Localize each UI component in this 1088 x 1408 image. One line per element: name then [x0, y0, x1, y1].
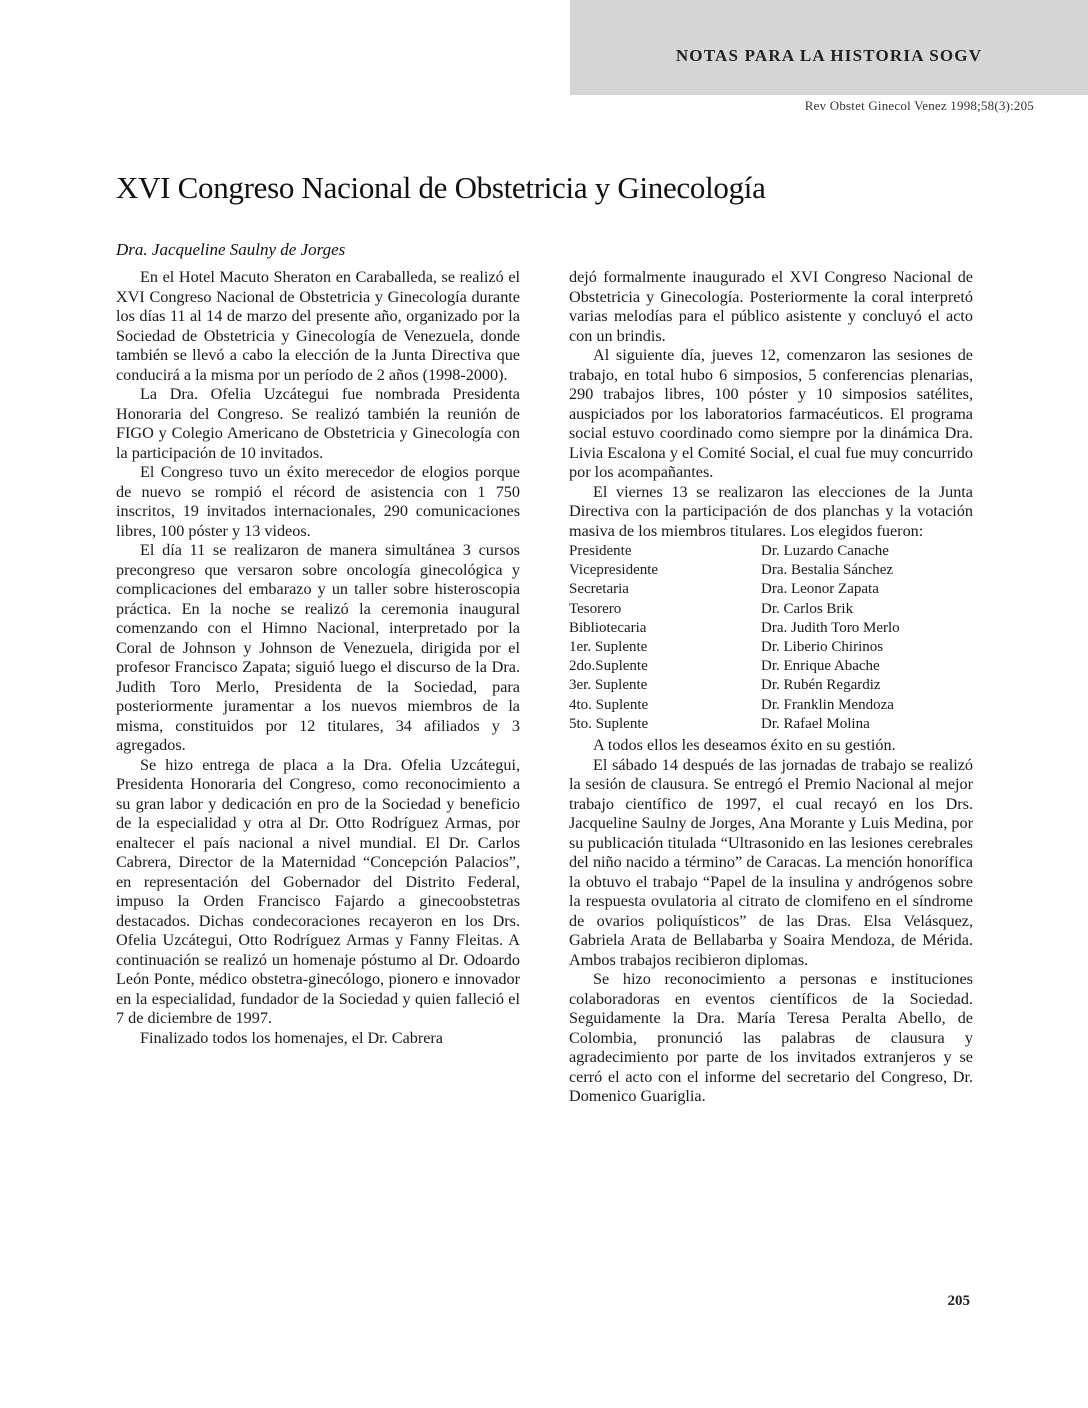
paragraph: dejó formalmente inaugurado el XVI Congreso Nacional de Obstetricia y Ginecología. Posteriormente la coral interpretó varias melodías para el público asistente y concluyó el acto con un brindis. [569, 268, 973, 345]
officer-role: Tesorero [569, 600, 622, 617]
paragraph: El día 11 se realizaron de manera simultánea 3 cursos precongreso que versaron sobre oncología ginecológica y complicaciones del embarazo y un taller sobre histeroscopia práctica. En la noche se realizó la ceremonia inaugural comenzando con el Himno Nacional, interpretado por la Coral de Johnson y Johnson de Venezuela, dirigida por el profesor Francisco Zapata; siguió luego el discurso de la Dra. Judith Toro Merlo, Presidenta de la Sociedad, para posteriormente juramentar a los nuevos miembros de la misma, constituidos por 12 titulares, 34 afiliados y 3 agregados. [116, 541, 520, 754]
officer-role: 4to. Suplente [569, 696, 649, 713]
page-number: 205 [947, 1293, 970, 1309]
officer-role: Vicepresidente [569, 562, 659, 579]
officer-name: Dr. Rafael Molina [761, 715, 870, 732]
officer-name: Dr. Luzardo Canache [761, 543, 889, 559]
journal-citation: Rev Obstet Ginecol Venez 1998;58(3):205 [804, 98, 1034, 113]
left-column [116, 268, 520, 1048]
paragraph: En el Hotel Macuto Sheraton en Caraballeda, se realizó el XVI Congreso Nacional de Obstetricia y Ginecología durante los días 11 al 14 de marzo del presente año, organizado por la Sociedad de Obstetricia y Ginecología de Venezuela, donde también se llevó a cabo la elección de la Junta Directiva que conducirá a la misma por un período de 2 años (1998-2000). [116, 268, 520, 384]
officer-name: Dr. Liberio Chirinos [761, 639, 884, 656]
right-column [569, 268, 973, 1107]
officer-name: Dr. Rubén Regardiz [761, 677, 881, 694]
paragraph: A todos ellos les deseamos éxito en su gestión. [593, 736, 896, 755]
paragraph: Se hizo reconocimiento a personas e instituciones colaboradoras en eventos científicos de la Sociedad. Seguidamente la Dra. María Teresa Peralta Abello, de Colombia, pronunció las palabras de clausura y agradecimiento por parte de los invitados extranjeros y se cerró el acto con el informe del secretario del Congreso, Dr. Domenico Guariglia. [569, 970, 973, 1106]
officer-name: Dr. Carlos Brik [761, 600, 854, 617]
officer-role: Bibliotecaria [569, 619, 647, 636]
officer-name: Dra. Leonor Zapata [761, 581, 879, 598]
officer-role: 1er. Suplente [569, 639, 648, 656]
paragraph: El Congreso tuvo un éxito merecedor de elogios porque de nuevo se rompió el récord de asistencia con 1 750 inscritos, 19 invitados internacionales, 290 comunicaciones libres, 100 póster y 13 videos. [116, 463, 520, 540]
officer-role: 5to. Suplente [569, 715, 649, 732]
officer-name: Dra. Bestalia Sánchez [761, 562, 894, 579]
paragraph: Finalizado todos los homenajes, el Dr. Cabrera [140, 1028, 443, 1047]
article-author: Dra. Jacqueline Saulny de Jorges [116, 240, 346, 259]
paragraph: Se hizo entrega de placa a la Dra. Ofelia Uzcátegui, Presidenta Honoraria del Congreso, como reconocimiento a su gran labor y dedicación en pro de la Sociedad y beneficio de la especialidad y otra al Dr. Otto Rodríguez Armas, por enaltecer el país nacional a nivel mundial. El Dr. Carlos Cabrera, Director de la Maternidad “Concepción Palacios”, en representación del Gobernador del Distrito Federal, impuso la Orden Francisco Fajardo a ginecoobstetras destacados. Dichas condecoraciones recayeron en los Drs. Ofelia Uzcátegui, Otto Rodríguez Armas y Fanny Fleitas. A continuación se realizó un homenaje póstumo al Dr. Odoardo León Ponte, médico obstetra-ginecólogo, pionero e innovador en la especialidad, fundador de la Sociedad y quien falleció el 7 de diciembre de 1997. [116, 755, 520, 1027]
elected-officers-list [569, 542, 973, 734]
paragraph: El viernes 13 se realizaron las elecciones de la Junta Directiva con la participación de dos planchas y la votación masiva de los miembros titulares. Los elegidos fueron: [569, 482, 973, 540]
officer-role: 3er. Suplente [569, 677, 648, 694]
paragraph: La Dra. Ofelia Uzcátegui fue nombrada Presidenta Honoraria del Congreso. Se realizó también la reunión de FIGO y Colegio Americano de Obstetricia y Ginecología con la participación de 10 invitados. [116, 385, 520, 462]
paragraph: El sábado 14 después de las jornadas de trabajo se realizó la sesión de clausura. Se entregó el Premio Nacional al mejor trabajo científico de 1997, el cual recayó en los Drs. Jacqueline Saulny de Jorges, Ana Morante y Luis Medina, por su publicación titulada “Ultrasonido en las lesiones cerebrales del niño nacido a término” de Caracas. La mención honorífica la obtuvo el trabajo “Papel de la insulina y andrógenos sobre la respuesta ovulatoria al citrato de clomifeno en el síndrome de ovarios poliquísticos” de las Dras. Elsa Velásquez, Gabriela Arata de Bellabarba y Soaira Mendoza, de Mérida. Ambos trabajos recibieron diplomas. [569, 755, 973, 969]
officer-role: Secretaria [569, 581, 629, 598]
officer-name: Dr. Franklin Mendoza [761, 696, 894, 713]
officer-name: Dra. Judith Toro Merlo [761, 619, 900, 636]
officer-name: Dr. Enrique Abache [761, 658, 880, 675]
officer-role: 2do.Suplente [569, 658, 648, 675]
article-title: XVI Congreso Nacional de Obstetricia y Ginecología [116, 170, 766, 205]
officer-role: Presidente [569, 543, 632, 559]
section-header-box [570, 0, 1088, 95]
paragraph: Al siguiente día, jueves 12, comenzaron las sesiones de trabajo, en total hubo 6 simposios, 5 conferencias plenarias, 290 trabajos libres, 100 póster y 10 simposios satélites, auspiciados por los laboratorios farmacéuticos. El programa social estuvo coordinado como siempre por la dinámica Dra. Livia Escalona y el Comité Social, el cual fue muy concurrido por los acompañantes. [569, 346, 973, 481]
section-label: NOTAS PARA LA HISTORIA SOGV [675, 46, 983, 65]
